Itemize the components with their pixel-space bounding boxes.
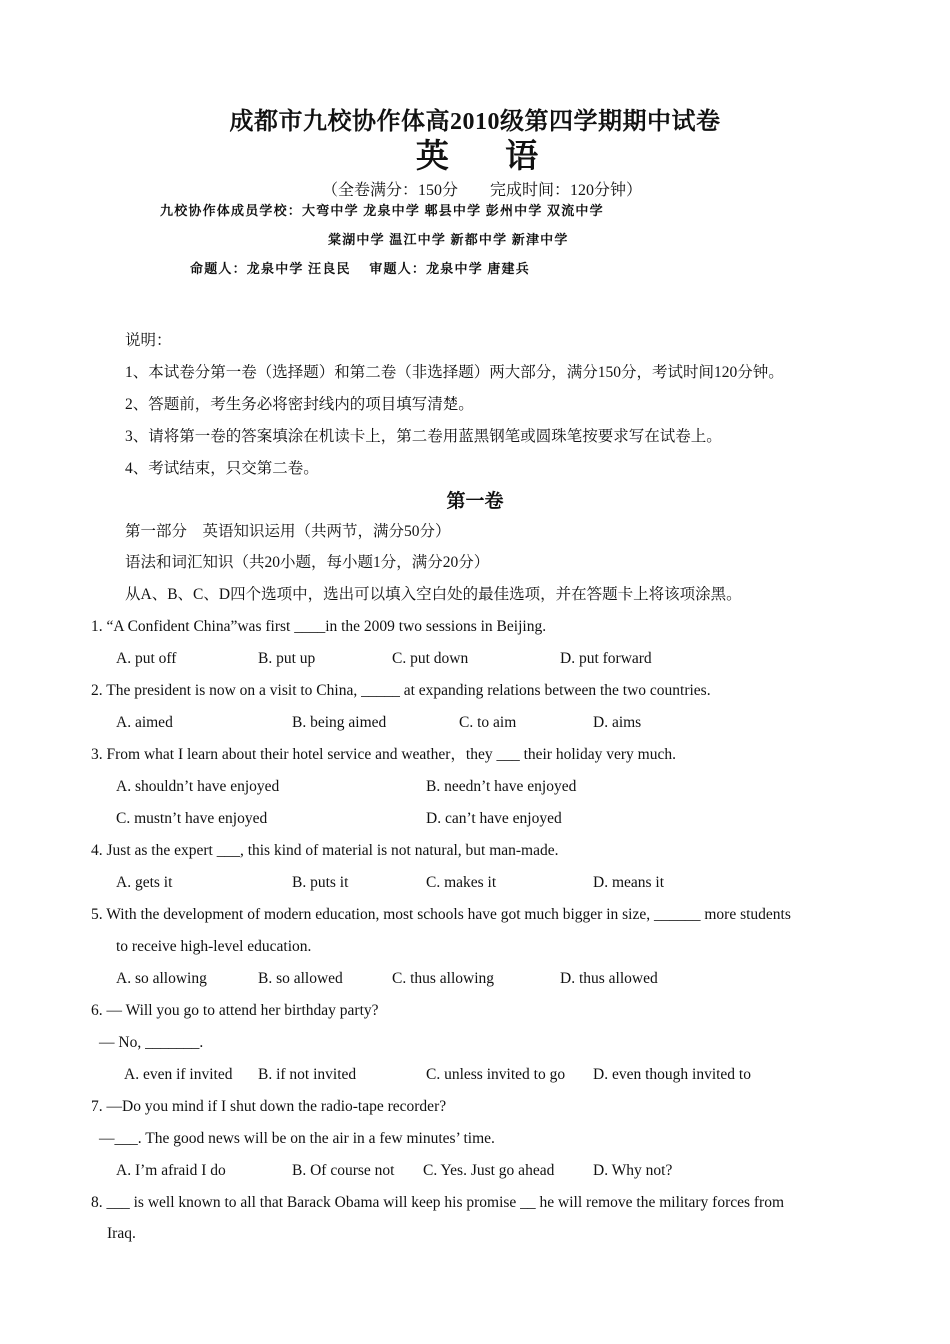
option-b: B. if not invited (258, 1066, 357, 1083)
option-b: B. so allowed (258, 970, 343, 987)
instruction-item: 3、请将第一卷的答案填涂在机读卡上，第二卷用蓝黑钢笔或圆珠笔按要求写在试卷上。 (125, 428, 722, 445)
authors-line: 命题人：龙泉中学 汪良民 审题人：龙泉中学 唐建兵 (190, 261, 530, 276)
option-a: A. put off (116, 650, 177, 667)
question-stem: 1. “A Confident China”was first ____in the 2009 two sessions in Beijing. (91, 618, 547, 635)
option-b: B. Of course not (292, 1162, 395, 1179)
instruction-item: 2、答题前，考生务必将密封线内的项目填写清楚。 (125, 396, 474, 413)
question-stem-continued: to receive high-level education. (116, 938, 312, 955)
option-b: B. put up (258, 650, 316, 667)
question-stem: 8. ___ is well known to all that Barack Obama will keep his promise __ he will remove the military forces from (91, 1194, 785, 1211)
option-d: D. Why not? (593, 1162, 673, 1179)
exam-info: （全卷满分：150分 完成时间：120分钟） (322, 182, 643, 199)
option-d: D. aims (593, 714, 642, 731)
option-a: A. aimed (116, 714, 173, 731)
option-a: A. even if invited (124, 1066, 233, 1083)
option-c: C. thus allowing (392, 970, 495, 987)
option-a: A. shouldn’t have enjoyed (116, 778, 280, 795)
question-stem-continued: — No, _______. (99, 1034, 204, 1051)
direction-text: 从A、B、C、D四个选项中，选出可以填入空白处的最佳选项，并在答题卡上将该项涂黑。 (125, 586, 742, 603)
question-stem-continued: —___. The good news will be on the air in a few minutes’ time. (99, 1130, 495, 1147)
instructions-heading: 说明： (125, 332, 172, 349)
option-c: C. makes it (426, 874, 497, 891)
member-schools-line2: 棠湖中学 温江中学 新都中学 新津中学 (328, 232, 569, 247)
question-stem: 3. From what I learn about their hotel service and weather，they ___ their holiday very much. (91, 746, 676, 763)
option-c: C. mustn’t have enjoyed (116, 810, 268, 827)
question-stem: 4. Just as the expert ___, this kind of material is not natural, but man-made. (91, 842, 559, 859)
option-c: C. put down (392, 650, 469, 667)
option-b: B. needn’t have enjoyed (426, 778, 577, 795)
member-schools-line1: 九校协作体成员学校：大弯中学 龙泉中学 郫县中学 彭州中学 双流中学 (160, 203, 604, 218)
exam-title: 成都市九校协作体高2010级第四学期期中试卷 (229, 109, 721, 135)
option-d: D. can’t have enjoyed (426, 810, 562, 827)
instruction-item: 1、本试卷分第一卷（选择题）和第二卷（非选择题）两大部分，满分150分，考试时间120分钟。 (125, 364, 784, 381)
question-stem: 5. With the development of modern education, most schools have got much bigger in size, ______ more students (91, 906, 791, 923)
subject-title: 英 语 (415, 139, 563, 175)
option-b: B. puts it (292, 874, 349, 891)
option-a: A. so allowing (116, 970, 207, 987)
option-c: C. Yes. Just go ahead (423, 1162, 555, 1179)
question-stem: 6. — Will you go to attend her birthday party? (91, 1002, 379, 1019)
option-b: B. being aimed (292, 714, 387, 731)
option-d: D. thus allowed (560, 970, 658, 987)
option-d: D. means it (593, 874, 665, 891)
option-c: C. to aim (459, 714, 517, 731)
option-d: D. even though invited to (593, 1066, 751, 1083)
instruction-item: 4、考试结束，只交第二卷。 (125, 460, 319, 477)
option-a: A. I’m afraid I do (116, 1162, 226, 1179)
question-stem-continued: Iraq. (107, 1225, 136, 1242)
question-stem: 7. —Do you mind if I shut down the radio-tape recorder? (91, 1098, 447, 1115)
question-stem: 2. The president is now on a visit to China, _____ at expanding relations between the two countries. (91, 682, 711, 699)
option-d: D. put forward (560, 650, 652, 667)
option-a: A. gets it (116, 874, 173, 891)
subpart-heading: 语法和词汇知识（共20小题，每小题1分，满分20分） (125, 554, 490, 571)
part-heading: 第一部分 英语知识运用（共两节，满分50分） (125, 523, 451, 540)
section-title: 第一卷 (446, 491, 504, 512)
option-c: C. unless invited to go (426, 1066, 566, 1083)
